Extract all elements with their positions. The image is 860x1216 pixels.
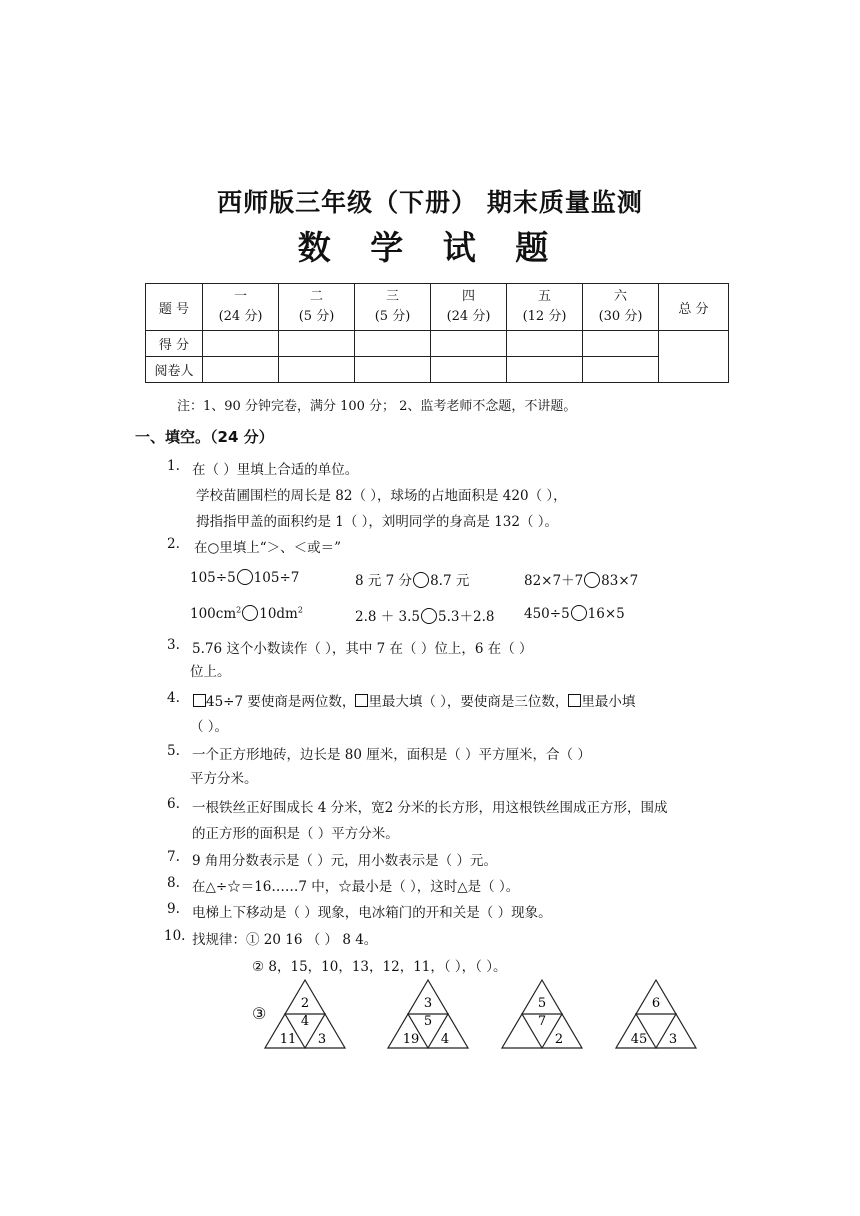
pattern-triangle [265, 980, 345, 1048]
section-fill-in-title: 一、填空。（24 分） [135, 428, 274, 446]
triangle-number-top: 6 [651, 996, 661, 1011]
q4-line1: 45÷7 要使商是两位数， 里最大填（ ），要使商是三位数， 里最小填 [193, 690, 635, 710]
exam-title: 西师版三年级（下册） 期末质量监测 [217, 188, 643, 217]
q9-number: 9. [167, 901, 180, 917]
triangle-number-left: 45 [630, 1032, 648, 1047]
q5-line2: 平方分米。 [190, 771, 258, 787]
q1-text: 在（ ）里填上合适的单位。 [192, 462, 359, 478]
compare-item: 105÷5 105÷7 [190, 570, 300, 586]
triangle-number-right: 2 [554, 1032, 564, 1047]
q8-text: 在△÷☆＝16……7 中，☆最小是（ ），这时△是（ ）。 [192, 879, 520, 895]
compare-item: 8 元 7 分 8.7 元 [355, 573, 470, 589]
score-col-6: 六 (30 分) [583, 284, 659, 331]
exam-note: 注：1、90 分钟完卷，满分 100 分； 2、监考老师不念题，不讲题。 [177, 399, 577, 414]
compare-item: $100cm^2$ $10dm^2$ [190, 605, 303, 622]
score-col-4: 四 (24 分) [431, 284, 507, 331]
triangle-number-top: 3 [423, 996, 433, 1011]
q8-number: 8. [167, 875, 180, 891]
q9-text: 电梯上下移动是（ ）现象，电冰箱门的开和关是（ ）现象。 [192, 905, 552, 921]
q5-line1: 一个正方形地砖，边长是 80 厘米，面积是（ ）平方厘米，合（ ） [192, 747, 591, 763]
triangle-number-left: 11 [279, 1032, 297, 1047]
triangle-number-mid: 4 [300, 1014, 310, 1029]
q7-number: 7. [167, 849, 180, 865]
q10-number: 10. [164, 928, 186, 944]
compare-item: 2.8 ＋ 3.5 5.3＋2.8 [355, 609, 495, 625]
q4-line2: （ ）。 [190, 719, 229, 735]
q2-text: 在○里填上“＞、＜或＝” [194, 540, 342, 556]
q6-number: 6. [167, 796, 180, 812]
score-total-label: 总 分 [659, 284, 729, 331]
q1-number: 1. [167, 458, 180, 474]
q2-number: 2. [167, 536, 180, 552]
triangle-number-right: 4 [440, 1032, 450, 1047]
grader-row-label: 阅卷人 [146, 357, 203, 383]
q3-line2: 位上。 [190, 664, 231, 680]
triangle-number-mid: 7 [537, 1014, 547, 1029]
triangle-number-right: 3 [317, 1032, 327, 1047]
pattern-triangle [616, 980, 696, 1048]
q7-text: 9 角用分数表示是（ ）元，用小数表示是（ ）元。 [192, 853, 497, 869]
pattern-triangle [388, 980, 468, 1048]
q3-number: 3. [167, 637, 180, 653]
score-table-header-label: 题 号 [146, 284, 203, 331]
q1-line1: 学校苗圃围栏的周长是 82（ ），球场的占地面积是 420（ ）， [196, 488, 567, 504]
q3-line1: 5.76 这个小数读作（ ），其中 7 在（ ）位上，6 在（ ） [192, 641, 533, 657]
triangle-number-mid: 5 [423, 1014, 433, 1029]
q10-mark3: ③ [252, 1004, 267, 1023]
triangle-number-top: 2 [300, 996, 310, 1011]
score-col-2: 二 (5 分) [279, 284, 355, 331]
exam-subtitle: 数 学 试 题 [297, 228, 563, 267]
score-col-3: 三 (5 分) [355, 284, 431, 331]
q6-line2: 的正方形的面积是（ ）平方分米。 [192, 826, 399, 842]
q4-number: 4. [167, 690, 180, 706]
compare-item: 450÷5 16×5 [524, 606, 625, 622]
q10-line1: 找规律：① 20 16 （ ） 8 4。 [192, 932, 378, 948]
triangle-number-right: 3 [668, 1032, 678, 1047]
q1-line2: 拇指指甲盖的面积约是 1（ ），刘明同学的身高是 132（ ）。 [196, 514, 559, 530]
q6-line1: 一根铁丝正好围成长 4 分米，宽2 分米的长方形，用这根铁丝围成正方形，围成 [192, 800, 668, 816]
triangle-number-top: 5 [537, 996, 547, 1011]
pattern-triangle [502, 980, 582, 1048]
score-col-1: 一 (24 分) [203, 284, 279, 331]
q10-line2: ② 8，15，10，13，12，11，（ ），（ ）。 [252, 959, 507, 975]
compare-item: 82×7＋7 83×7 [524, 573, 639, 589]
score-row-label: 得 分 [146, 331, 203, 357]
score-col-5: 五 (12 分) [507, 284, 583, 331]
triangle-number-left: 19 [402, 1032, 420, 1047]
q5-number: 5. [167, 743, 180, 759]
